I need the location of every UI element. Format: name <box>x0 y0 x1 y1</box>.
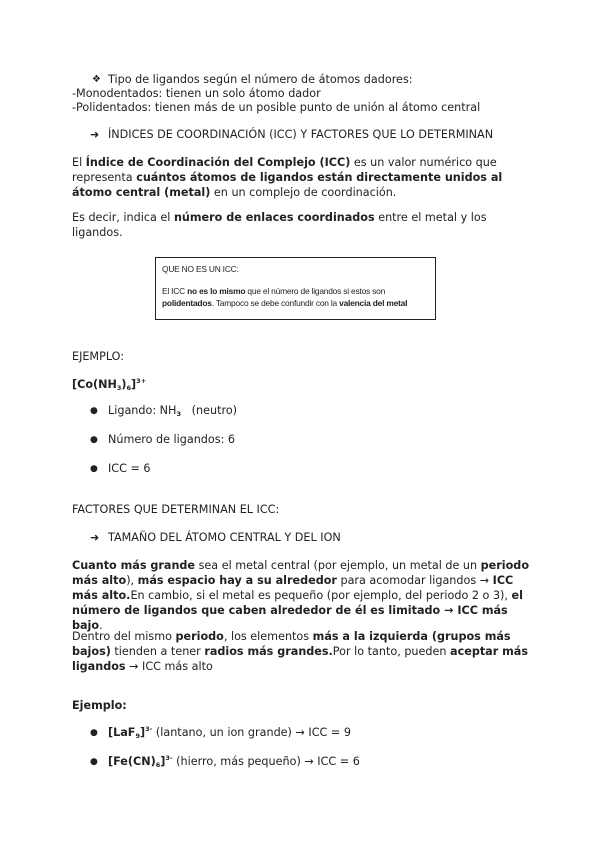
diamond-bullet-icon: ❖ <box>92 74 101 85</box>
bullet-dot-icon: ● <box>90 757 98 767</box>
polidentados-line: -Polidentados: tienen más de un posible punto de unión al átomo central <box>72 101 481 114</box>
cuanto-mas-grande-paragraph: Cuanto más grande sea el metal central (por ejemplo, un metal de un periodo más alto), más espacio hay a su alrededor para acomodar ligandos → ICC más alto.En cambio, si el metal es pequeño (por ejemplo, del periodo 2 o 3), el número de ligandos que caben alrededor de él es limitado → ICC más bajo. <box>72 559 529 632</box>
box-text: El ICC no es lo mismo que el número de ligandos si estos son polidentados. Tampoco se debe confundir con la valencia del metal <box>162 286 408 308</box>
ejemplo-label: EJEMPLO: <box>72 350 125 363</box>
arrow-bullet-icon: ➜ <box>90 128 100 141</box>
types-heading: Tipo de ligandos según el número de átomos dadores: <box>108 73 413 86</box>
monodentados-line: -Monodentados: tienen un solo átomo dador <box>72 87 321 100</box>
ejemplo2-label: Ejemplo: <box>72 699 127 712</box>
lantano-item: $[LaF_9]^{3-}$ (lantano, un ion grande) → ICC = 9 <box>108 725 351 740</box>
numero-ligandos-item: Número de ligandos: 6 <box>108 433 236 446</box>
bullet-dot-icon: ● <box>90 435 98 445</box>
icc-value-item: ICC = 6 <box>108 462 151 475</box>
box-title: QUE NO ES UN ICC: <box>162 264 239 274</box>
icc-heading: ÍNDICES DE COORDINACIÓN (ICC) Y FACTORES QUE LO DETERMINAN <box>108 128 494 141</box>
bullet-dot-icon: ● <box>90 406 98 416</box>
complex-formula-co: $[Co(NH_3)_6]^{3+}$ <box>72 377 147 392</box>
icc-definition: El Índice de Coordinación del Complejo (ICC) es un valor numérico que representa cuántos átomos de ligandos están directamente unidos al átomo central (metal) en un complejo de coordinación. <box>72 156 503 199</box>
bullet-dot-icon: ● <box>90 728 98 738</box>
es-decir-paragraph: Es decir, indica el número de enlaces coordinados entre el metal y los ligandos. <box>72 211 487 239</box>
ligando-item: Ligando: $NH_3$ (neutro) <box>108 404 238 418</box>
arrow-bullet-icon: ➜ <box>90 531 100 544</box>
tamano-heading: TAMAÑO DEL ÁTOMO CENTRAL Y DEL ION <box>108 531 341 544</box>
dentro-periodo-paragraph: Dentro del mismo periodo, los elementos más a la izquierda (grupos más bajos) tienden a tener radios más grandes.Por lo tanto, pueden aceptar más ligandos → ICC más alto <box>72 630 528 673</box>
bullet-dot-icon: ● <box>90 464 98 474</box>
que-no-es-icc-box <box>155 257 436 320</box>
factores-label: FACTORES QUE DETERMINAN EL ICC: <box>72 503 280 516</box>
hierro-item: $[Fe(CN)_6]^{3-}$ (hierro, más pequeño) → ICC = 6 <box>108 754 360 769</box>
